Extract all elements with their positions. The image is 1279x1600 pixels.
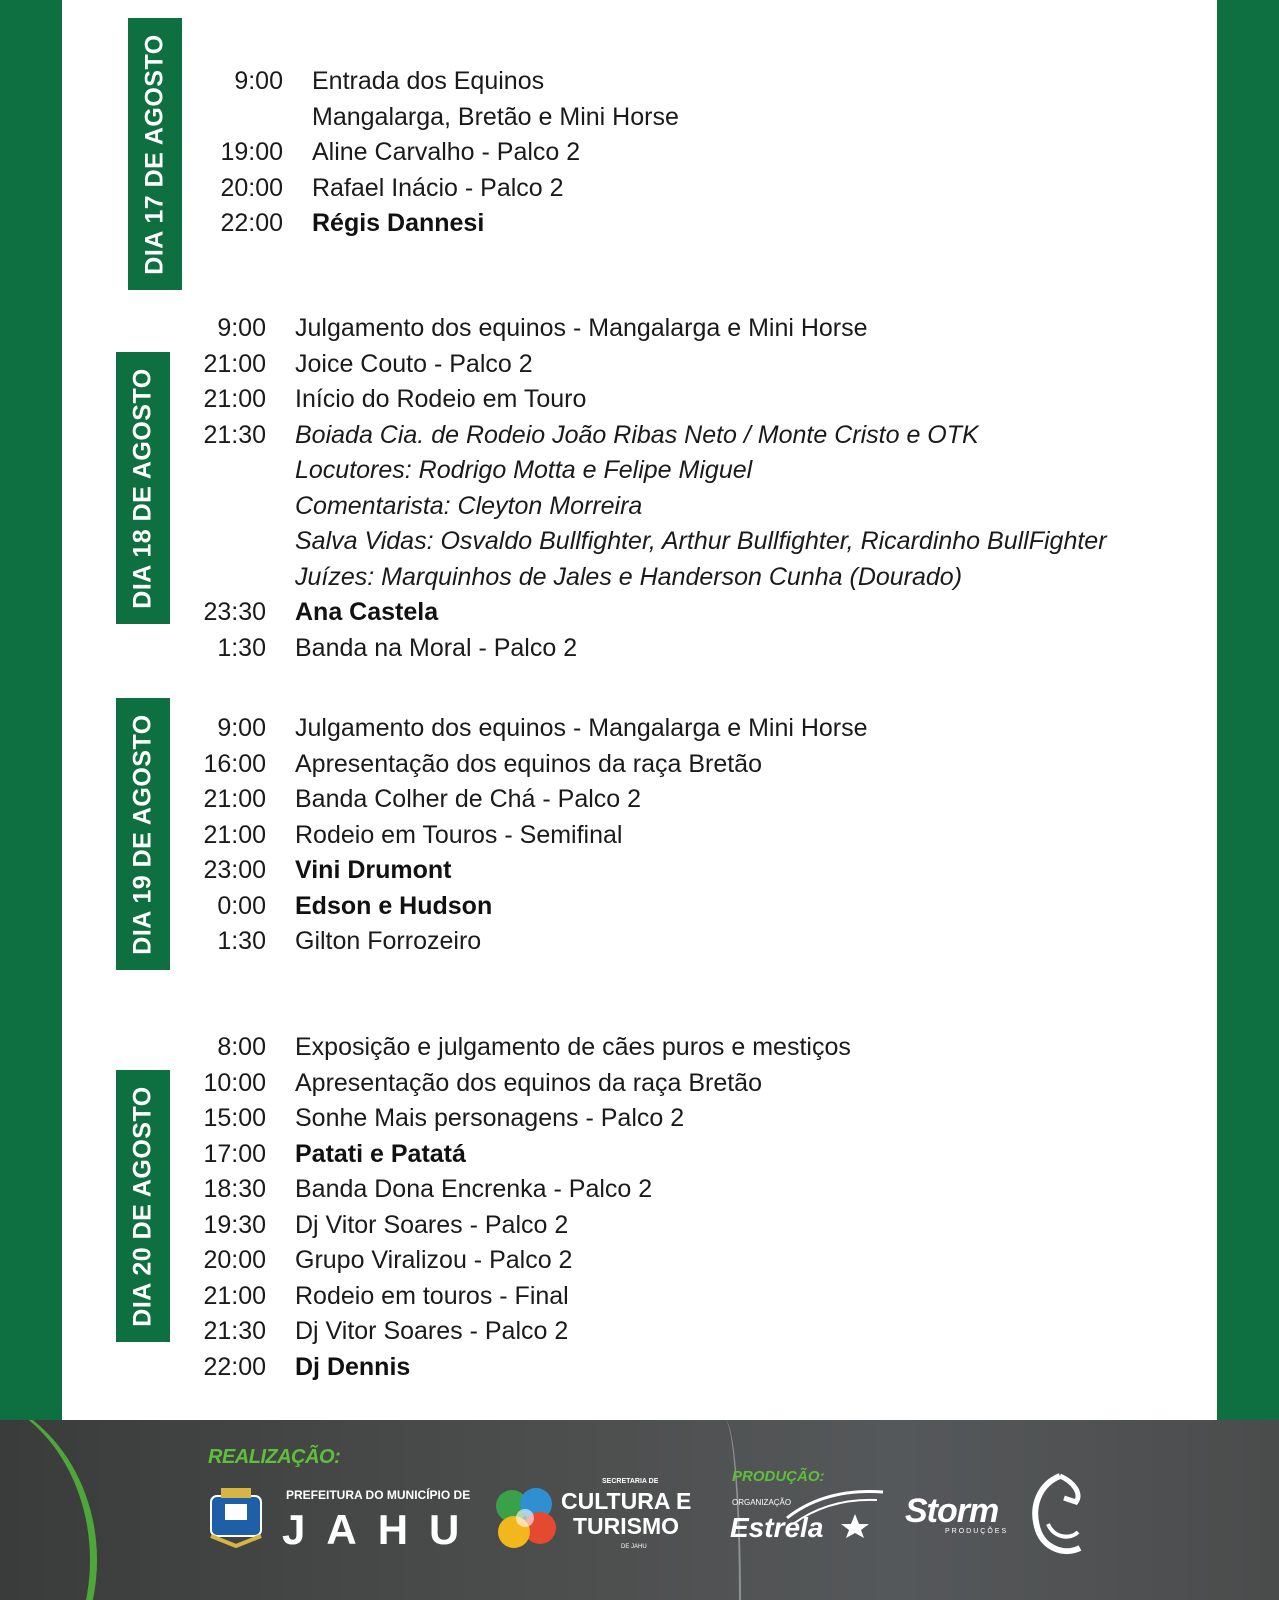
storm-sub-label: PRODUÇÕES (945, 1528, 1009, 1535)
schedule-description: Sonhe Mais personagens - Palco 2 (295, 1104, 685, 1132)
schedule-description: Dj Vitor Soares - Palco 2 (295, 1317, 569, 1345)
cultura-city: DE JAHU (621, 1544, 647, 1550)
schedule-time: 15:00 (203, 1104, 266, 1132)
secretaria-label: SECRETARIA DE (602, 1478, 659, 1485)
schedule-time: 21:30 (203, 1317, 266, 1345)
schedule-time: 8:00 (217, 1033, 266, 1061)
schedule-time: 23:30 (203, 598, 266, 626)
schedule-time: 10:00 (203, 1068, 266, 1097)
schedule-description: Dj Vitor Soares - Palco 2 (295, 1210, 569, 1239)
schedule-description: Rafael Inácio - Palco 2 (312, 173, 564, 202)
schedule-time: 21:00 (203, 785, 266, 813)
day-tab-19 (116, 698, 170, 970)
schedule-description: Rodeio em touros - Final (295, 1281, 569, 1310)
schedule-time: 9:00 (234, 67, 283, 95)
schedule-time: 21:00 (203, 1281, 266, 1310)
producao-label: PRODUÇÃO: (732, 1468, 825, 1485)
schedule-description: Grupo Viralizou - Palco 2 (295, 1246, 573, 1274)
footer (0, 1420, 1279, 1600)
jahu-crest-icon (207, 1486, 265, 1548)
schedule-time: 21:30 (203, 420, 266, 449)
schedule-time: 18:30 (203, 1175, 266, 1203)
schedule-time: 16:00 (203, 749, 266, 778)
schedule-time: 20:00 (220, 173, 283, 202)
schedule-description: Patati e Patatá (295, 1139, 466, 1168)
schedule-description: Vini Drumont (295, 856, 452, 884)
schedule-description: Régis Dannesi (312, 209, 485, 237)
schedule-time: 1:30 (217, 927, 266, 955)
schedule-description: Exposição e julgamento de cães puros e mestiços (295, 1033, 851, 1061)
schedule-time: 19:00 (220, 138, 283, 166)
schedule-time: 17:00 (203, 1139, 266, 1168)
day-tab-20 (116, 1070, 170, 1342)
schedule-description: Início do Rodeio em Touro (295, 385, 587, 413)
cultura-line1: CULTURA E (561, 1488, 692, 1514)
schedule-time: 21:00 (203, 820, 266, 849)
estrela-label: Estrela (730, 1512, 824, 1543)
day-label: DIA 19 DE AGOSTO (128, 713, 157, 955)
schedule-time: 22:00 (203, 1352, 266, 1381)
schedule-time: 9:00 (217, 314, 266, 342)
schedule-time: 0:00 (217, 891, 266, 920)
schedule-description: Banda Dona Encrenka - Palco 2 (295, 1175, 653, 1203)
jahu-label: JAHU (282, 1506, 481, 1553)
schedule-time: 21:00 (203, 349, 266, 378)
schedule-description: Entrada dos Equinos (312, 67, 545, 95)
schedule-description: Dj Dennis (295, 1352, 411, 1381)
schedule-description: Juízes: Marquinhos de Jales e Handerson Cunha (Dourado) (295, 562, 963, 591)
schedule-description: Joice Couto - Palco 2 (295, 349, 533, 378)
schedule-time: 23:00 (203, 856, 266, 884)
schedule-description: Salva Vidas: Osvaldo Bullfighter, Arthur Bullfighter, Ricardinho BullFighter (295, 527, 1107, 555)
cultura-line2: TURISMO (573, 1513, 680, 1539)
schedule-description: Comentarista: Cleyton Morreira (295, 491, 643, 520)
schedule-description: Julgamento dos equinos - Mangalarga e Mini Horse (295, 314, 868, 342)
schedule-description: Rodeio em Touros - Semifinal (295, 820, 623, 849)
day-label: DIA 17 DE AGOSTO (140, 33, 169, 275)
storm-horse-icon (1020, 1472, 1090, 1560)
schedule-description: Locutores: Rodrigo Motta e Felipe Miguel (295, 456, 753, 484)
storm-label: Storm (905, 1492, 999, 1530)
schedule-description: Aline Carvalho - Palco 2 (312, 138, 581, 166)
schedule-time: 20:00 (203, 1246, 266, 1274)
estrela-swoosh-icon (785, 1478, 885, 1538)
schedule-description: Mangalarga, Bretão e Mini Horse (312, 102, 679, 131)
green-arc-decoration (0, 1420, 97, 1600)
schedule-description: Julgamento dos equinos - Mangalarga e Mini Horse (295, 714, 868, 742)
cultura-flower-icon (488, 1482, 560, 1554)
schedule-description: Apresentação dos equinos da raça Bretão (295, 1068, 762, 1097)
day-label: DIA 18 DE AGOSTO (128, 367, 157, 609)
day-tab-17 (128, 18, 182, 290)
schedule-time: 19:30 (203, 1210, 266, 1239)
schedule-description: Apresentação dos equinos da raça Bretão (295, 749, 762, 778)
schedule-description: Banda na Moral - Palco 2 (295, 633, 578, 662)
schedule-time: 1:30 (217, 633, 266, 662)
day-tab-18 (116, 352, 170, 624)
schedule-description: Banda Colher de Chá - Palco 2 (295, 785, 642, 813)
organizacao-label: ORGANIZAÇÃO (732, 1498, 792, 1507)
footer-divider (725, 1420, 741, 1600)
realizacao-label: REALIZAÇÃO: (208, 1446, 341, 1468)
schedule-time: 9:00 (217, 714, 266, 742)
schedule-time: 22:00 (220, 209, 283, 237)
schedule-description: Ana Castela (295, 598, 439, 626)
day-label: DIA 20 DE AGOSTO (128, 1085, 157, 1327)
prefeitura-label: PREFEITURA DO MUNICÍPIO DE (286, 1488, 471, 1502)
schedule-description: Gilton Forrozeiro (295, 927, 482, 955)
schedule-time: 21:00 (203, 385, 266, 413)
schedule-description: Edson e Hudson (295, 891, 493, 920)
schedule-description: Boiada Cia. de Rodeio João Ribas Neto / Monte Cristo e OTK (295, 420, 979, 449)
